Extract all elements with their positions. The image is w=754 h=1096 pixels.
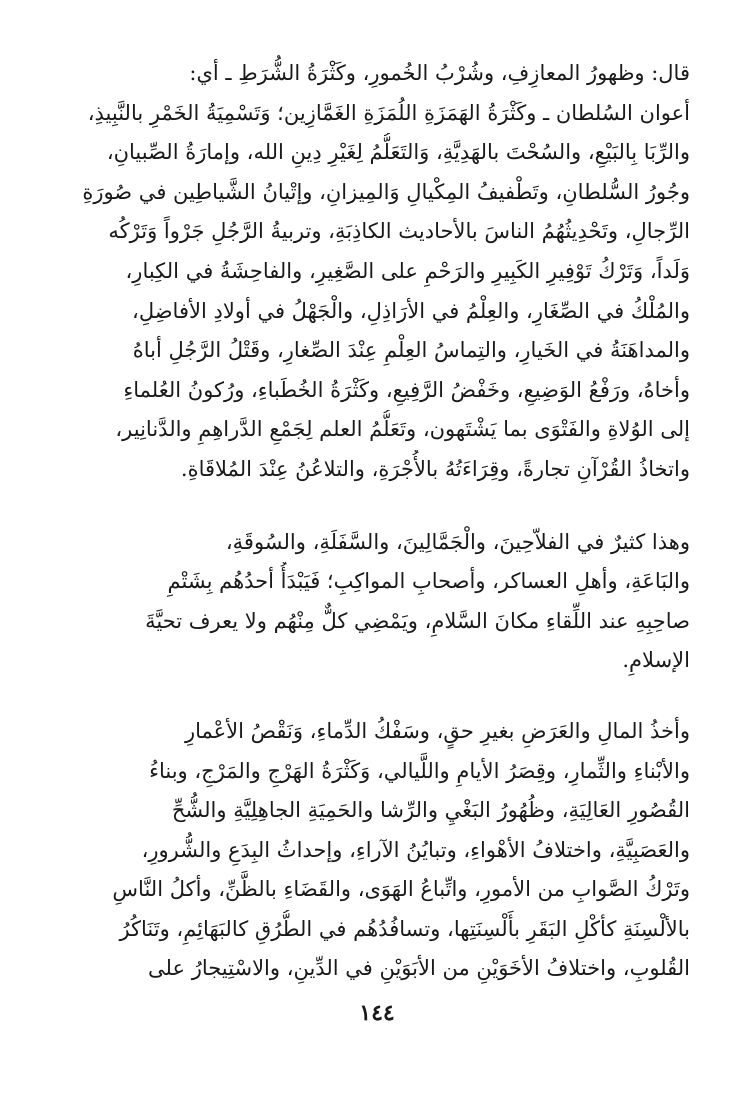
text-line: القُلوبِ، واختلافُ الأخَوَيْنِ من الأبَوَيْنِ في الدِّينِ، والاسْتِيجارُ على	[148, 956, 690, 981]
text-line: والرِّبَا بِالبَيْعِ، والسُحْتَ بالهَدِيَّةِ، وَالتَعَلُّمُ لِغَيْرِ دِينِ الله، وإمارَةُ الصِّبيانِ،	[106, 140, 690, 165]
text-line: وَلَداً، وَتَرْكُ تَوْفِيرِ الكَبِيرِ والرَحْمِ على الصَّغِيرِ، والفاحِشَةُ في الكِبارِ،	[125, 258, 690, 283]
text-line: أعوان السُلطان ـ وكَثْرَةُ الهَمَزَةِ اللُمَزَةِ الغَمَّازِين؛ وَتَسْمِيَةُ الخَمْرِ بالنَّبِيذِ،	[87, 100, 690, 125]
text-line: والعَصَبِيَّةِ، واختلافُ الأهْواءِ، وتبايُنُ الآراءِ، وإحداثُ البِدَعِ والشُّرورِ،	[141, 837, 690, 862]
text-line: الإسلامِ.	[622, 648, 690, 673]
text-line: إلى الوُلاةِ والفَتْوَى بما يَشْتَهون، وتَعَلُّمُ العلم لِجَمْعِ الدَّراهِمِ والدَّنانِير،	[115, 417, 690, 442]
text-line: قال: وظهورُ المعازِفِ، وشُرْبُ الخُمورِ، وكَثْرَةُ الشُّرَطِ ـ أي:	[189, 61, 690, 85]
paragraph-2	[66, 523, 690, 681]
text-line: والمداهَنَةُ في الخَيارِ، والتِماسُ العِلْمِ عِنْدَ الصِّغارِ، وقَتْلُ الرَّجُلِ أباهُ	[132, 338, 690, 363]
text-line: بالألْسِنَةِ كأكْلِ البَقَرِ بأَلْسِنَتِها، وتسافُدُهُم في الطُّرُقِ كالبَهَائِمِ، وتَنَاكُرُ	[119, 916, 690, 941]
text-line: صاحِبِهِ عند اللِّقاءِ مكانَ السَّلامِ، ويَمْضِي كلٌّ مِنْهُم ولا يعرف تحيَّةَ	[145, 608, 690, 633]
page-body	[66, 54, 690, 989]
text-line: الرِّجالِ، وتَحْدِيثُهُمُ الناسَ بالأحاديث الكاذِبَةِ، وتربيةُ الرَّجُلِ جَرْواً وَتَرْكُه	[108, 219, 690, 244]
text-line: وأخذُ المالِ والعَرَضِ بغيرِ حقٍ، وسَفْكُ الدِّماءِ، وَنَقْصُ الأعْمارِ	[184, 718, 690, 743]
text-line: وأخاهُ، ورَفْعُ الوَضِيعِ، وخَفْضُ الرَّفِيعِ، وكَثْرَةُ الخُطَباءِ، ورُكونُ العُلماءِ	[123, 377, 690, 402]
text-line: والمُلْكُ في الصِّغَارِ، والعِلْمُ في الأرَاذِلِ، والْجَهْلُ في أولادِ الأفاضِلِ،	[132, 298, 690, 323]
text-line: وهذا كثيرٌ في الفلاّحِينَ، والْجَمَّالِينَ، والسَّفَلَةِ، والسُوقَةِ،	[225, 529, 690, 554]
text-line: والبَاعَةِ، وأهلِ العساكر، وأصحابِ المواكِبِ؛ فَيَبْدَأُ أحدُهُم بِشَتْمِ	[167, 569, 690, 594]
paragraph-1	[66, 54, 690, 490]
text-line: وتَرْكُ الصَّوابِ من الأمورِ، واتِّباعُ الهَوَى، والقَضَاءِ بالظَّنِّ، وأكلُ النَّاسِ	[112, 877, 690, 902]
page-number: ١٤٤	[359, 1000, 395, 1026]
text-line: واتخاذُ القُرْآنِ تجارةً، وقِرَاءَتُهُ بالأُجْرَةِ، والتلاعُنُ عِنْدَ المُلاقَاةِ.	[180, 456, 690, 481]
text-line: وجُورُ السُّلطانِ، وتَطْفيفُ المِكْيالِ وَالمِيزانِ، وإتْيانُ الشَّياطِين في صُورَةِ	[82, 179, 690, 204]
text-line: القُصُورِ العَالِيَةِ، وظُهُورُ البَغْيِ والرِّشا والحَمِيَةِ الجاهِلِيَّةِ والشُّحِّ	[171, 798, 690, 823]
paragraph-3	[66, 712, 690, 989]
text-line: والأبْناءِ والثِّمارِ، وقِصَرُ الأيامِ واللَّيالي، وَكَثْرَةُ الهَرْجِ والمَرْجِ، وبناءُ	[149, 758, 690, 783]
